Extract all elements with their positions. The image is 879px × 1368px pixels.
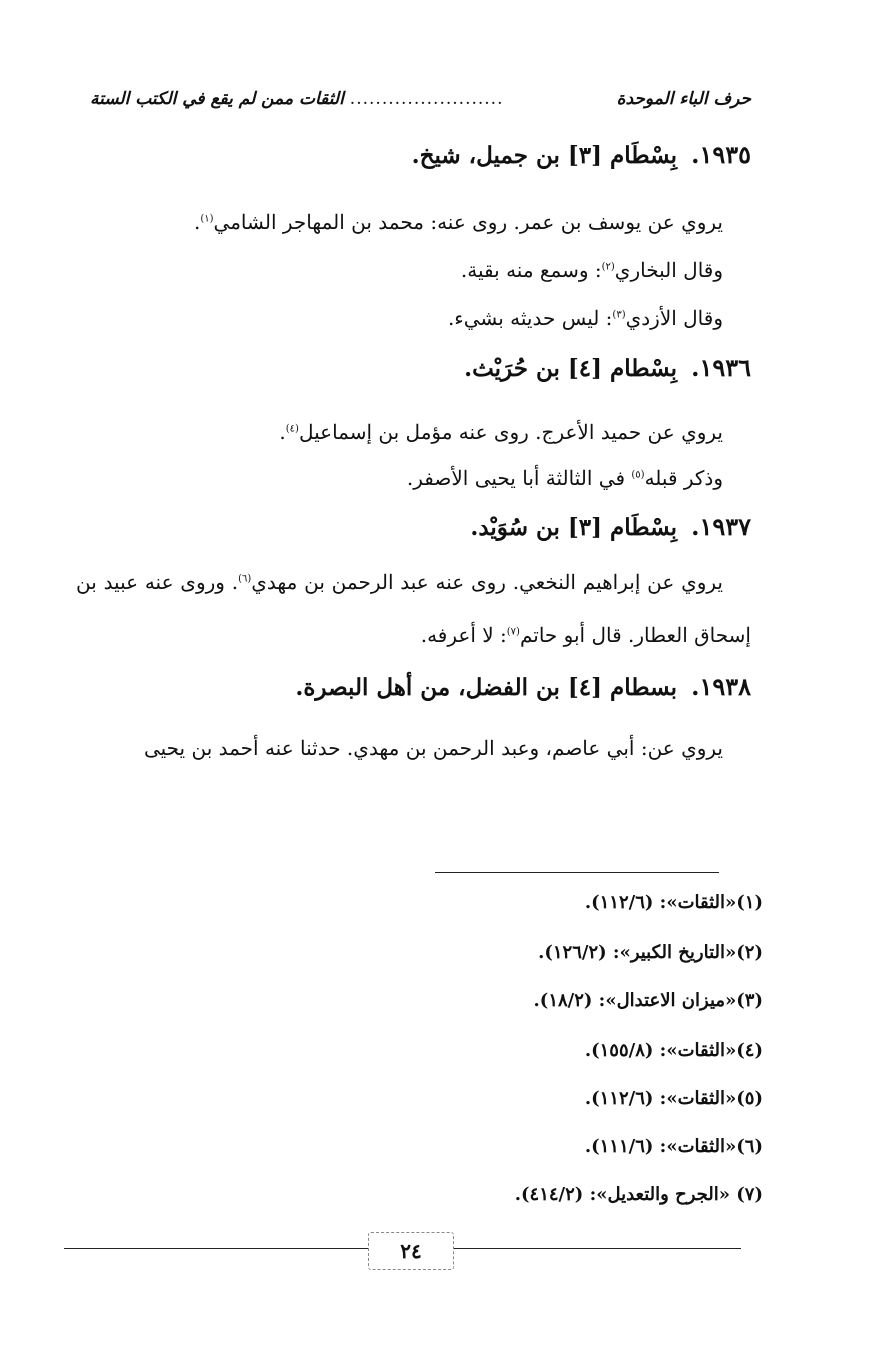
footnote-2: (٢)«التاريخ الكبير»: (١٢٦/٢).: [538, 942, 763, 963]
entry-line: [448, 306, 723, 330]
entry-title-1935: [412, 140, 751, 169]
entry-number: ١٩٣٨.: [691, 672, 751, 701]
entry-line: [407, 466, 723, 490]
line-text: يروي عن يوسف بن عمر. روى عنه: محمد بن المهاجر الشامي: [213, 210, 723, 234]
footnote-6: (٦)«الثقات»: (١١١/٦).: [584, 1136, 763, 1157]
header-dots: ........................: [349, 89, 504, 109]
footnote-5: (٥)«الثقات»: (١١٢/٦).: [584, 1088, 763, 1109]
entry-line: [194, 210, 723, 234]
line-text: وذكر قبله: [644, 466, 723, 490]
entry-name: بِسْطام [٤] بن حُرَيْث.: [464, 355, 678, 382]
entry-line: [279, 420, 723, 444]
entry-paragraph: [76, 556, 751, 662]
line-tail: .: [194, 210, 201, 234]
entry-title-1936: [464, 353, 751, 382]
line-text: وقال البخاري: [614, 258, 723, 282]
footnote-ref: (٤): [285, 423, 299, 435]
line-tail: : وسمع منه بقية.: [460, 258, 602, 282]
footnote-ref: (٧): [506, 626, 520, 638]
footnote-3: (٣)«ميزان الاعتدال»: (١٨/٢).: [533, 990, 763, 1011]
para-text: يروي عن إبراهيم النخعي. روى عنه عبد الرحمن بن مهدي: [251, 570, 723, 594]
running-header: [90, 82, 751, 116]
chapter-heading: حرف الباء الموحدة: [616, 89, 751, 109]
line-tail: في الثالثة أبا يحيى الأصفر.: [406, 466, 632, 490]
entry-line: [461, 258, 723, 282]
footnote-1: (١)«الثقات»: (١١٢/٦).: [584, 892, 763, 913]
entry-title-1937: [470, 512, 751, 541]
line-text: يروي عن: أبي عاصم، وعبد الرحمن بن مهدي. حدثنا عنه أحمد بن يحيى: [143, 736, 723, 760]
line-text: وقال الأزدي: [625, 306, 723, 330]
para-text: . وروى عنه عبيد بن إسحاق العطار. قال أبو حاتم: [76, 570, 751, 647]
entry-name: بِسْطَام [٣] بن جميل، شيخ.: [411, 142, 678, 169]
footnote-ref: (٥): [631, 469, 645, 481]
para-text: : لا أعرفه.: [420, 623, 507, 647]
line-tail: .: [279, 420, 286, 444]
book-title: الثقات ممن لم يقع في الكتب الستة: [90, 89, 344, 109]
footnote-ref: (١): [200, 213, 214, 225]
footnote-7: (٧) «الجرح والتعديل»: (٤١٤/٢).: [514, 1184, 763, 1205]
entry-name: بِسْطَام [٣] بن سُوَيْد.: [470, 514, 678, 541]
entry-number: ١٩٣٧.: [691, 512, 751, 541]
footnote-ref: (٢): [601, 261, 615, 273]
footnote-divider: [435, 872, 719, 873]
entry-line: [144, 736, 723, 760]
footnote-4: (٤)«الثقات»: (١٥٥/٨).: [584, 1040, 763, 1061]
line-text: يروي عن حميد الأعرج. روى عنه مؤمل بن إسماعيل: [298, 420, 723, 444]
footnote-ref: (٣): [612, 309, 626, 321]
entry-name: بسطام [٤] بن الفضل، من أهل البصرة.: [295, 674, 678, 701]
footnote-ref: (٦): [238, 573, 252, 585]
entry-number: ١٩٣٥.: [691, 140, 751, 169]
line-tail: : ليس حديثه بشيء.: [447, 306, 613, 330]
header-book-group: [90, 89, 504, 109]
page-number: ٢٤: [368, 1232, 454, 1270]
entry-number: ١٩٣٦.: [691, 353, 751, 382]
entry-title-1938: [295, 672, 751, 701]
